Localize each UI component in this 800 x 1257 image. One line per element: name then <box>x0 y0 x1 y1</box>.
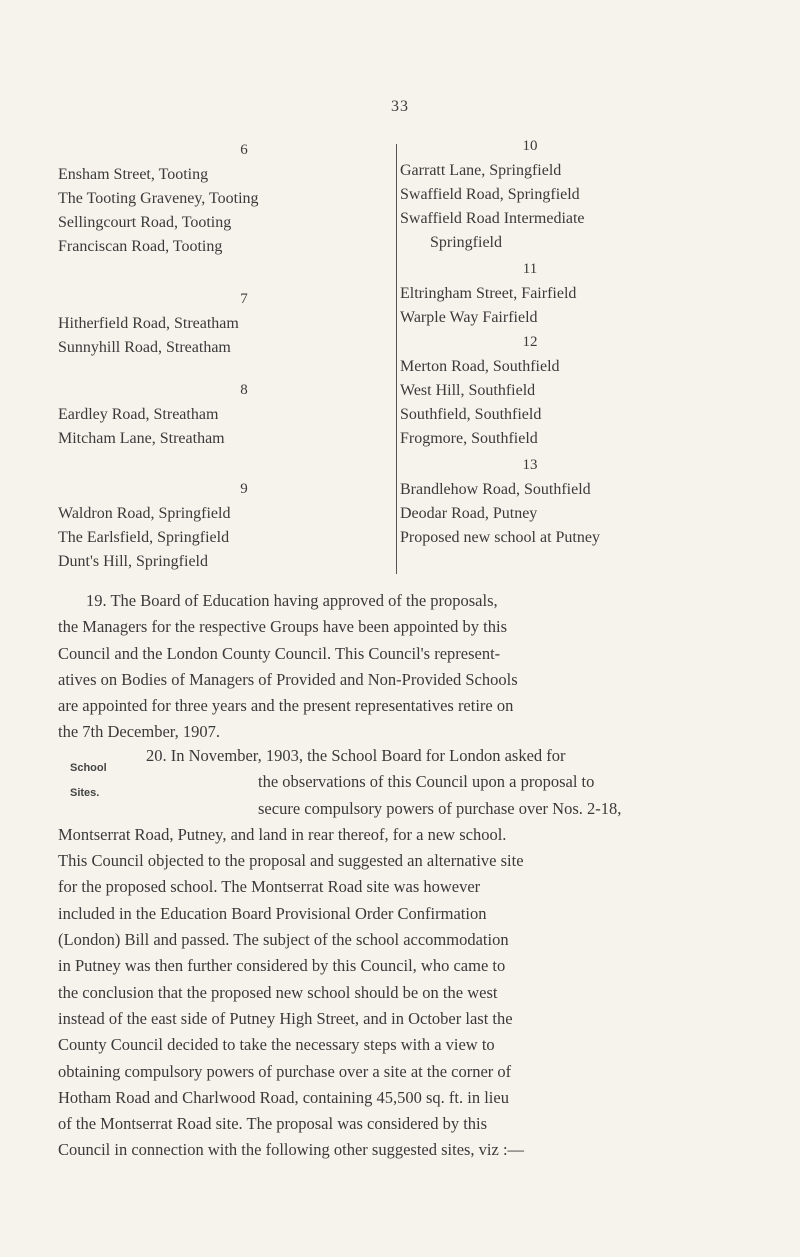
school-entry: Merton Road, Southfield <box>400 358 560 375</box>
text-line: of the Montserrat Road site. The proposal was considered by this <box>58 1114 488 1134</box>
school-entry: Eltringham Street, Fairfield <box>400 285 577 302</box>
group-number: 9 <box>240 481 248 497</box>
group-number: 12 <box>522 334 538 350</box>
margin-note-sites: Sites. <box>70 787 100 799</box>
group-13 <box>400 457 730 550</box>
text-line: obtaining compulsory powers of purchase over a site at the corner of <box>58 1061 512 1081</box>
group-10 <box>400 138 730 255</box>
group-9 <box>58 481 388 574</box>
group-6 <box>58 142 388 259</box>
group-12 <box>400 334 730 451</box>
text-line: atives on Bodies of Managers of Provided and Non-Provided Schools <box>58 669 518 689</box>
school-entry: Frogmore, Southfield <box>400 430 538 447</box>
school-entry: Garratt Lane, Springfield <box>400 162 562 179</box>
school-entry: Swaffield Road Intermediate <box>400 210 585 227</box>
school-entry: West Hill, Southfield <box>400 382 536 399</box>
school-entry: The Tooting Graveney, Tooting <box>58 190 259 207</box>
school-entry: Mitcham Lane, Streatham <box>58 430 225 447</box>
text-line: the Managers for the respective Groups have been appointed by this <box>58 617 508 637</box>
school-entry: Warple Way Fairfield <box>400 309 538 326</box>
school-entry: Franciscan Road, Tooting <box>58 238 223 255</box>
group-number: 11 <box>522 261 538 277</box>
group-number: 13 <box>522 457 538 473</box>
text-line: instead of the east side of Putney High Street, and in October last the <box>58 1008 513 1028</box>
left-column <box>58 142 388 574</box>
margin-note-school: School <box>70 762 107 774</box>
text-line: included in the Education Board Provisional Order Confirmation <box>58 903 487 923</box>
text-line: 20. In November, 1903, the School Board for London asked for <box>146 746 566 765</box>
text-line: secure compulsory powers of purchase over Nos. 2-18, <box>258 798 622 818</box>
school-entry: Waldron Road, Springfield <box>58 505 231 522</box>
right-column <box>400 138 730 550</box>
school-entry: Eardley Road, Streatham <box>58 406 219 423</box>
school-entry: Proposed new school at Putney <box>400 529 600 546</box>
school-entry: Sunnyhill Road, Streatham <box>58 339 231 356</box>
paragraph-20 <box>58 743 686 1164</box>
group-number: 10 <box>522 138 538 154</box>
text-line: the observations of this Council upon a proposal to <box>258 772 595 792</box>
school-entry: Hitherfield Road, Streatham <box>58 315 239 332</box>
text-line: in Putney was then further considered by this Council, who came to <box>58 956 506 976</box>
school-entry: Swaffield Road, Springfield <box>400 186 580 203</box>
school-entry: Deodar Road, Putney <box>400 505 538 522</box>
text-line: (London) Bill and passed. The subject of the school accommodation <box>58 930 509 950</box>
school-entry: Ensham Street, Tooting <box>58 166 209 183</box>
group-8 <box>58 382 388 451</box>
text-line: the 7th December, 1907. <box>58 722 220 742</box>
text-line: This Council objected to the proposal and suggested an alternative site <box>58 851 524 871</box>
school-entry: The Earlsfield, Springfield <box>58 529 230 546</box>
group-number: 7 <box>240 291 248 307</box>
column-divider <box>396 144 397 574</box>
school-entry: Dunt's Hill, Springfield <box>58 553 208 570</box>
school-entry: Sellingcourt Road, Tooting <box>58 214 232 231</box>
group-number: 8 <box>240 382 248 398</box>
school-entry: Brandlehow Road, Southfield <box>400 481 591 498</box>
school-entry: Springfield <box>430 234 502 251</box>
text-line: Council in connection with the following other suggested sites, viz :— <box>58 1140 525 1160</box>
text-line: Council and the London County Council. This Council's represent- <box>58 643 501 663</box>
text-line: 19. The Board of Education having approved of the proposals, <box>86 591 498 610</box>
group-number: 6 <box>240 142 248 158</box>
page-number: 33 <box>391 98 409 115</box>
text-line: County Council decided to take the necessary steps with a view to <box>58 1035 495 1055</box>
text-line: Hotham Road and Charlwood Road, containing 45,500 sq. ft. in lieu <box>58 1087 509 1107</box>
school-entry: Southfield, Southfield <box>400 406 542 423</box>
text-line: Montserrat Road, Putney, and land in rear thereof, for a new school. <box>58 824 507 844</box>
paragraph-19 <box>58 588 686 746</box>
text-line: for the proposed school. The Montserrat Road site was however <box>58 877 481 897</box>
text-line: are appointed for three years and the present representatives retire on <box>58 696 514 716</box>
group-11 <box>400 261 730 330</box>
text-line: the conclusion that the proposed new school should be on the west <box>58 982 498 1002</box>
group-7 <box>58 291 388 360</box>
